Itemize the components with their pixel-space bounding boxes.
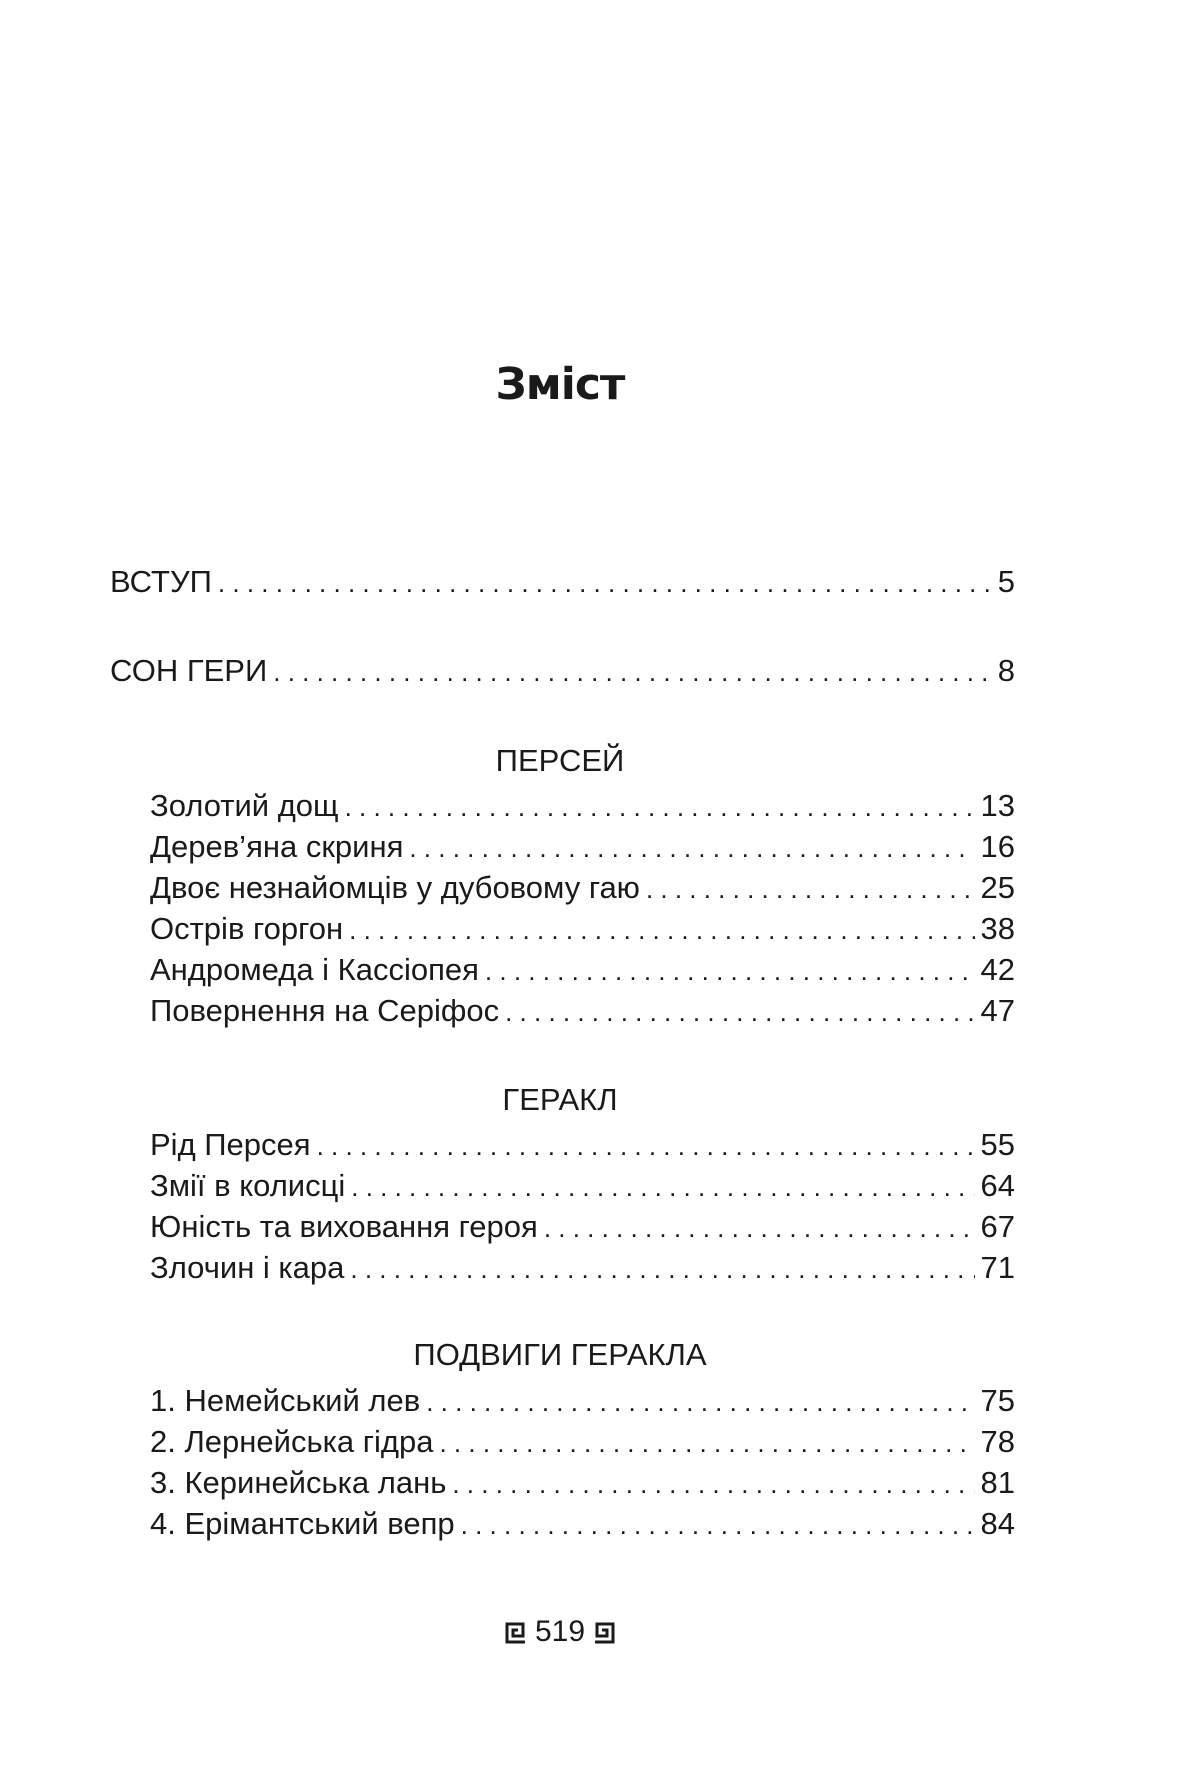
dot-leader	[461, 1505, 975, 1545]
dot-leader	[317, 1126, 975, 1166]
section-heading-perseus: ПЕРСЕЙ	[495, 743, 625, 778]
greek-key-right-icon	[593, 1620, 615, 1644]
toc-entry-page: 38	[980, 911, 1015, 946]
dot-leader	[646, 869, 975, 909]
toc-entry[interactable]	[150, 1207, 1015, 1248]
toc-entry-page: 8	[997, 653, 1015, 688]
toc-entry-label: 3. Керинейська лань	[150, 1465, 447, 1500]
dot-leader	[485, 951, 975, 991]
dot-leader	[345, 787, 975, 827]
toc-entry-page: 75	[980, 1383, 1015, 1418]
dot-leader	[505, 992, 974, 1032]
page-footer	[0, 1614, 1120, 1650]
dot-leader	[351, 1167, 974, 1207]
dot-leader	[452, 1464, 974, 1504]
toc-entry-intro[interactable]	[110, 562, 1015, 603]
toc-entry[interactable]	[150, 1381, 1015, 1422]
toc-entry-page: 55	[980, 1127, 1015, 1162]
greek-key-left-icon	[505, 1620, 527, 1644]
toc-entry-page: 67	[980, 1209, 1015, 1244]
toc-entry-label: Повернення на Серіфос	[150, 993, 500, 1028]
toc-entry[interactable]	[150, 1463, 1015, 1504]
toc-entry-page: 84	[980, 1506, 1015, 1541]
toc-entry-page: 42	[980, 952, 1015, 987]
toc-entry-page: 47	[980, 993, 1015, 1028]
dot-leader	[544, 1208, 975, 1248]
toc-entry[interactable]	[150, 1504, 1015, 1545]
toc-entry[interactable]	[150, 868, 1015, 909]
toc-entry-label: Андромеда і Кассіопея	[150, 952, 479, 987]
section-heading-heracles: ГЕРАКЛ	[502, 1082, 618, 1117]
toc-entry-page: 25	[980, 870, 1015, 905]
toc-entry-label: Дерев’яна скриня	[150, 829, 404, 864]
toc-entry-label: 1. Немейський лев	[150, 1383, 421, 1418]
toc-entry-hera-dream[interactable]	[110, 651, 1015, 692]
dot-leader	[273, 652, 992, 692]
dot-leader	[350, 1249, 974, 1289]
toc-entry-label: СОН ГЕРИ	[110, 653, 268, 688]
toc-entry-label: Рід Персея	[150, 1127, 311, 1162]
toc-entry[interactable]	[150, 991, 1015, 1032]
toc-entry[interactable]	[150, 1125, 1015, 1166]
toc-entry-label: Змії в колисці	[150, 1168, 346, 1203]
toc-entry-page: 64	[980, 1168, 1015, 1203]
toc-entry[interactable]	[150, 786, 1015, 827]
toc-entry-label: 2. Лернейська гідра	[150, 1424, 434, 1459]
toc-entry-page: 71	[980, 1250, 1015, 1285]
toc-entry-page: 16	[980, 829, 1015, 864]
dot-leader	[426, 1382, 974, 1422]
dot-leader	[218, 563, 992, 603]
toc-entry-page: 5	[997, 564, 1015, 599]
toc-entry-page: 81	[980, 1465, 1015, 1500]
toc-entry[interactable]	[150, 950, 1015, 991]
toc-entry[interactable]	[150, 827, 1015, 868]
toc-entry-label: Юність та виховання героя	[150, 1209, 538, 1244]
page-number: 519	[534, 1615, 586, 1648]
toc-entry[interactable]	[150, 909, 1015, 950]
toc-entry[interactable]	[150, 1248, 1015, 1289]
dot-leader	[409, 828, 974, 868]
toc-entry-label: 4. Ерімантський вепр	[150, 1506, 455, 1541]
toc-entry-page: 78	[980, 1424, 1015, 1459]
toc-entry-label: Острів горгон	[150, 911, 344, 946]
toc-entry[interactable]	[150, 1422, 1015, 1463]
toc-entry-page: 13	[980, 788, 1015, 823]
dot-leader	[349, 910, 974, 950]
toc-entry-label: Золотий дощ	[150, 788, 339, 823]
toc-entry-label: Злочин і кара	[150, 1250, 345, 1285]
dot-leader	[439, 1423, 974, 1463]
toc-entry-label: ВСТУП	[110, 564, 212, 599]
toc-entry-label: Двоє незнайомців у дубовому гаю	[150, 870, 640, 905]
section-heading-labours: ПОДВИГИ ГЕРАКЛА	[413, 1337, 707, 1372]
page-title: Зміст	[495, 359, 625, 410]
toc-entry[interactable]	[150, 1166, 1015, 1207]
